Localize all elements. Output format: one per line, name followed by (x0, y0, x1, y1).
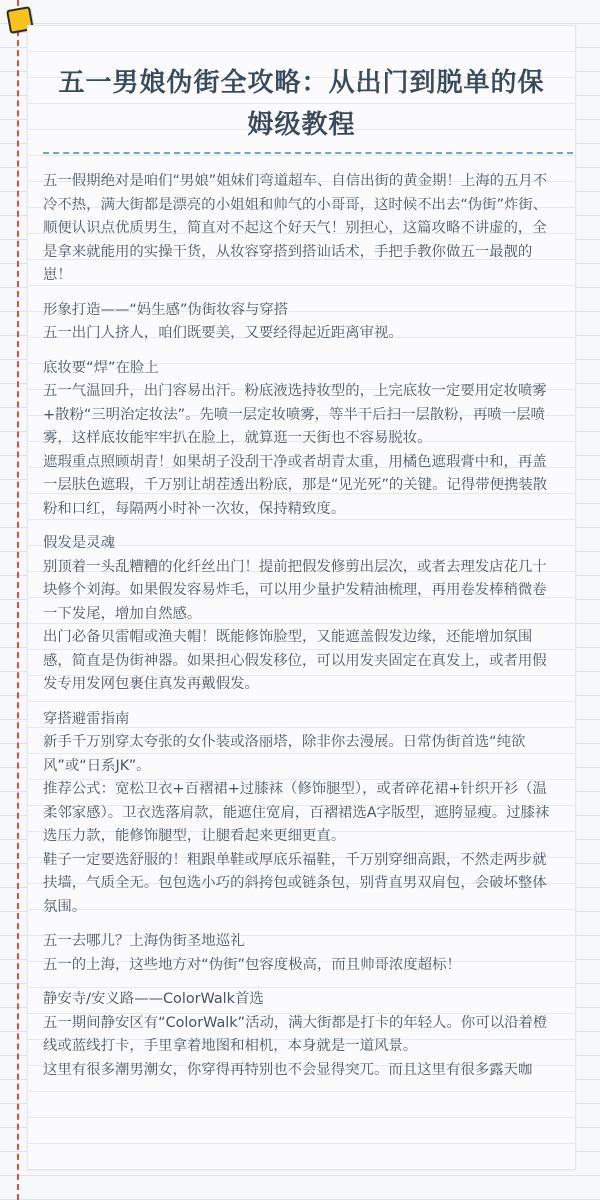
article-title: 五一男娘伪街全攻略：从出门到脱单的保姆级教程 (58, 68, 545, 140)
paragraph-wig-2: 出门必备贝雷帽或渔夫帽！既能修饰脸型，又能遮盖假发边缘，还能增加氛围感，简直是伪街神器。如果担心假发移位，可以用发夹固定在真发上，或者用假发专用发网包裹住真发再戴假发。 (43, 629, 547, 692)
paragraph-wig-1: 别顶着一头乱糟糟的化纤丝出门！提前把假发修剪出层次，或者去理发店花几十块修个刘海。如果假发容易炸毛，可以用少量护发精油梳理，再用卷发棒稍微卷一下发尾，增加自然感。 (43, 558, 547, 622)
margin-line (17, 0, 19, 1200)
section-intro-places: 五一的上海，这些地方对“伪街”包容度极高，而且帅哥浓度超标！ (43, 956, 461, 973)
subheading-outfit: 穿搭避雷指南 (43, 710, 130, 727)
intro-paragraph: 五一假期绝对是咱们“男娘”姐妹们弯道超车、自信出街的黄金期！上海的五月不冷不热，满大街都是漂亮的小姐姐和帅气的小哥哥，这时候不出去“伪街”炸街、顺便认识点优质男生，简直对不起这个好天气！别担心，这篇攻略不讲虚的，全是拿来就能用的实操干货，从妆容穿搭到搭讪话术，手把手教你做五一最靓的崽！ (43, 173, 548, 283)
paragraph-outfit-1: 新手千万别穿太夸张的女仆装或洛丽塔，除非你去漫展。日常伪街首选“纯欲风”或“日系JK”。 (43, 734, 526, 774)
paragraph-outfit-2: 推荐公式：宽松卫衣+百褶裙+过膝袜（修饰腿型），或者碎花裙+针织开衫（温柔邻家感）。卫衣选落肩款，能遮住宽肩，百褶裙选A字版型，遮胯显瘦。过膝袜选压力款，能修饰腿型，让腿看起来更细更直。 (43, 781, 550, 844)
subheading-jingan: 静安寺/安义路——ColorWalk首选 (43, 991, 264, 1007)
paragraph-outfit-3: 鞋子一定要选舒服的！粗跟单鞋或厚底乐福鞋，千万别穿细高跟，不然走两步就扶墙，气质全无。包包选小巧的斜挎包或链条包，别背直男双肩包，会破坏整体氛围。 (43, 851, 547, 915)
paragraph-jingan-1: 五一期间静安区有“ColorWalk”活动，满大街都是打卡的年轻人。你可以沿着橙线或蓝线打卡，手里拿着地图和相机，本身就是一道风景。 (43, 1014, 548, 1054)
section-heading-places: 五一去哪儿？上海伪街圣地巡礼 (43, 933, 245, 949)
section-intro-image: 五一出门人挤人，咱们既要美，又要经得起近距离审视。 (43, 325, 403, 341)
article-card (27, 25, 576, 1170)
subheading-makeup: 底妆要“焊”在脸上 (43, 359, 159, 376)
section-heading-image: 形象打造——“妈生感”伪街妆容与穿搭 (43, 301, 289, 318)
paragraph-makeup-1: 五一气温回升，出门容易出汗。粉底液选持妆型的，上完底妆一定要用定妆喷雾+散粉“三明治定妆法”。先喷一层定妆喷雾，等半干后扫一层散粉，再喷一层喷雾，这样底妆能牢牢扒在脸上，就算逛一天街也不容易脱妆。 (43, 383, 547, 446)
subheading-wig: 假发是灵魂 (43, 535, 115, 551)
paragraph-makeup-2: 遮瑕重点照顾胡青！如果胡子没刮干净或者胡青太重，用橘色遮瑕膏中和，再盖一层肤色遮瑕，千万别让胡茬透出粉底，那是“见光死”的关键。记得带便携装散粉和口红，每隔两小时补一次妆，保持精致度。 (43, 453, 548, 517)
article-body (43, 170, 557, 1082)
paragraph-jingan-2: 这里有很多潮男潮女，你穿得再特别也不会显得突兀。而且这里有很多露天咖 (43, 1061, 533, 1078)
title-divider (43, 152, 573, 154)
